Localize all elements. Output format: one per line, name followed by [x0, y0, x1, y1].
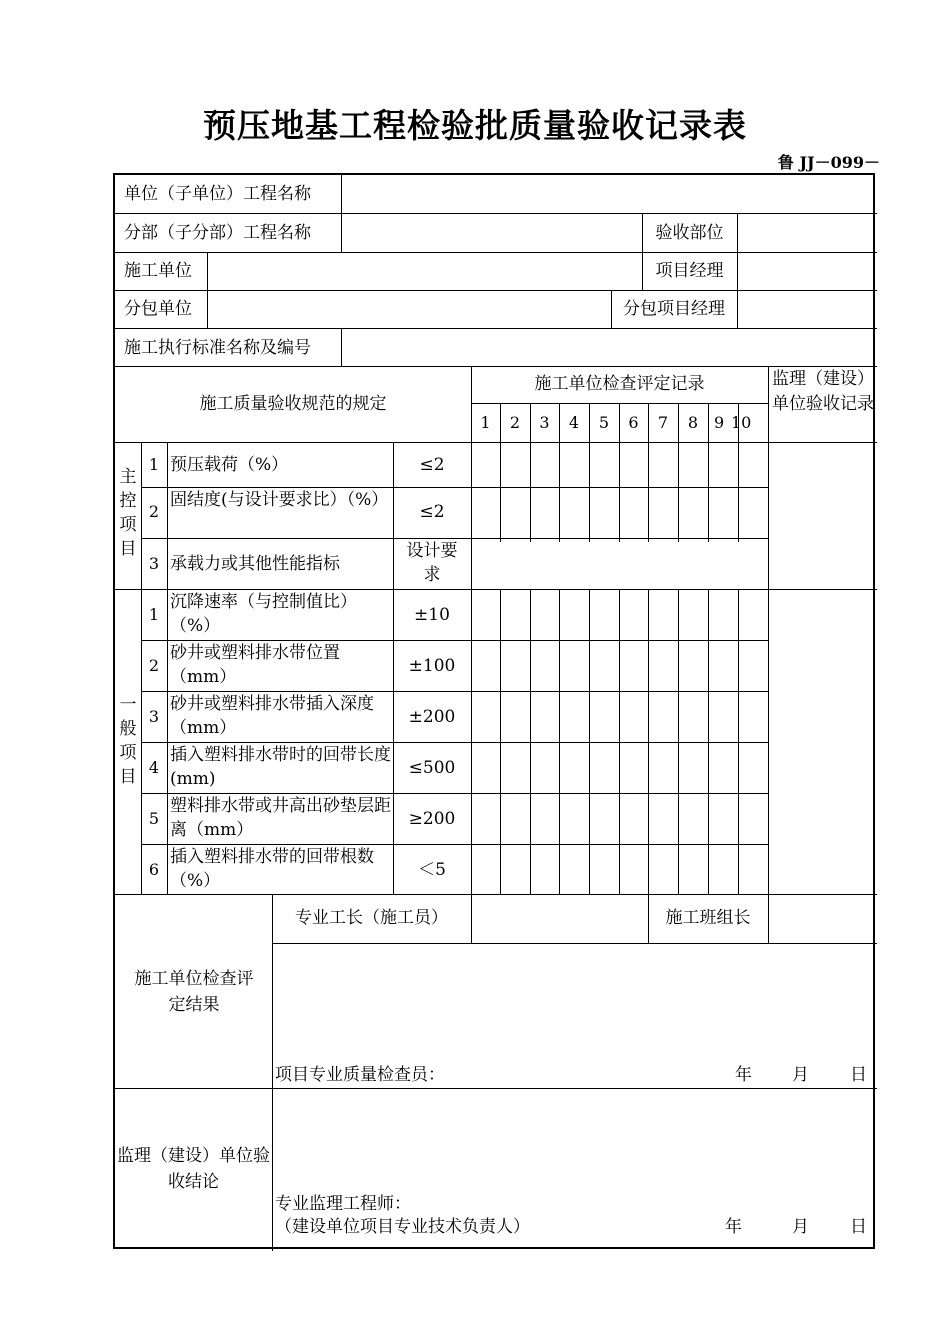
general-item-no: 4 — [148, 758, 160, 777]
general-item-name: 插入塑料排水带的回带根数（%） — [170, 847, 374, 891]
date-day: 日 — [850, 1217, 867, 1237]
main-item-limit: ≤2 — [419, 455, 445, 475]
check-col-7: 7 — [657, 413, 669, 432]
unit-project-label: 单位（子单位）工程名称 — [124, 184, 311, 204]
check-record-header: 施工单位检查评定记录 — [534, 374, 705, 394]
check-col-1: 1 — [480, 413, 491, 432]
date-month: 月 — [792, 1217, 809, 1237]
general-item-no: 3 — [148, 707, 160, 726]
main-item-no: 1 — [148, 455, 160, 474]
inspector-label: 项目专业质量检查员： — [275, 1065, 445, 1085]
general-item-name: 沉降速率（与控制值比）（%） — [170, 592, 357, 636]
date-year: 年 — [725, 1217, 742, 1237]
general-item-limit: ±100 — [408, 656, 456, 676]
standard-label: 施工执行标准名称及编号 — [124, 338, 311, 358]
team-leader-label: 施工班组长 — [665, 908, 751, 928]
general-item-limit: ±10 — [414, 605, 450, 625]
general-item-name: 塑料排水带或井高出砂垫层距离（mm） — [170, 796, 391, 840]
date-year: 年 — [735, 1065, 752, 1085]
subcontract-manager-label: 分包项目经理 — [623, 299, 725, 319]
supervisor-label: 专业监理工程师： — [275, 1194, 411, 1214]
check-col-6: 6 — [628, 413, 639, 432]
construction-unit-label: 施工单位 — [124, 261, 192, 281]
general-item-limit: ±200 — [408, 707, 456, 727]
project-manager-label: 项目经理 — [655, 261, 724, 281]
check-col-5: 5 — [598, 413, 610, 432]
main-item-name: 预压载荷（%） — [170, 455, 289, 475]
main-item-no: 3 — [148, 554, 160, 573]
general-item-no: 5 — [148, 809, 160, 828]
main-item-name: 固结度(与设计要求比）（%） — [170, 490, 389, 510]
subcontract-unit-label: 分包单位 — [124, 299, 192, 319]
check-col-3: 3 — [539, 413, 550, 432]
owner-label: （建设单位项目专业技术负责人） — [275, 1217, 530, 1237]
general-items-group: 一般项目 — [119, 695, 137, 787]
check-result-label: 施工单位检查评定结果 — [134, 969, 254, 1015]
check-col-9: 9 — [714, 413, 725, 432]
supervision-header: 监理（建设）单位验收记录 — [772, 369, 874, 414]
general-item-name: 插入塑料排水带时的回带长度(mm) — [170, 745, 391, 789]
main-items-group: 主控项目 — [119, 467, 137, 559]
check-col-4: 4 — [568, 413, 580, 432]
supervision-conclusion-label: 监理（建设）单位验收结论 — [117, 1146, 270, 1192]
main-item-name: 承载力或其他性能指标 — [170, 554, 340, 574]
page-title: 预压地基工程检验批质量验收记录表 — [203, 106, 747, 145]
general-item-no: 6 — [148, 860, 160, 879]
general-item-name: 砂井或塑料排水带位置（mm） — [170, 643, 340, 687]
spec-header: 施工质量验收规范的规定 — [199, 394, 387, 414]
check-col-8: 8 — [687, 413, 699, 432]
general-item-name: 砂井或塑料排水带插入深度（mm） — [170, 694, 374, 738]
check-col-10: 10 — [731, 413, 752, 432]
general-item-no: 2 — [148, 656, 160, 675]
date-month: 月 — [792, 1065, 809, 1085]
general-item-limit: ≤500 — [408, 758, 456, 778]
main-item-limit: ≤2 — [419, 502, 445, 522]
form-table — [113, 173, 875, 1249]
general-item-no: 1 — [148, 605, 160, 624]
main-item-no: 2 — [148, 502, 160, 521]
general-item-limit: ＜5 — [418, 860, 446, 880]
main-item-limit: 设计要求 — [406, 541, 458, 585]
acceptance-part-label: 验收部位 — [655, 223, 724, 243]
general-item-limit: ≥200 — [408, 809, 456, 829]
check-col-2: 2 — [509, 413, 521, 432]
form-code: 鲁 JJ－099－ — [777, 153, 880, 172]
sub-project-label: 分部（子分部）工程名称 — [124, 223, 311, 243]
foreman-label: 专业工长（施工员） — [295, 908, 448, 928]
date-day: 日 — [850, 1065, 867, 1085]
